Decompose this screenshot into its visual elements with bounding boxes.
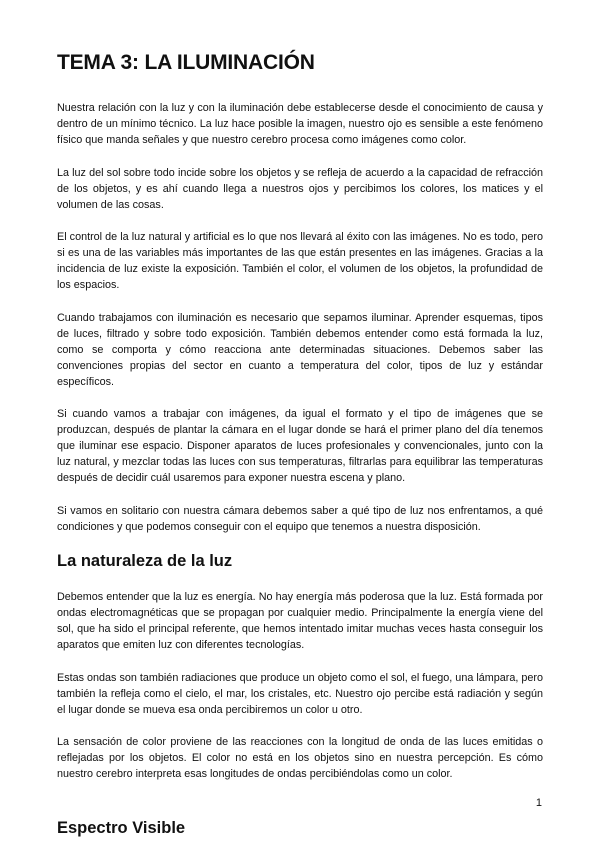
paragraph: La luz del sol sobre todo incide sobre los objetos y se refleja de acuerdo a la capacidad de refracción de los objetos, y es ahí cuando llega a nuestros ojos y percibimos los colores, los matices y el volumen de las cosas.: [57, 166, 543, 211]
paragraph: Cuando trabajamos con iluminación es necesario que sepamos iluminar. Aprender esquemas, tipos de luces, filtrado y sobre todo exposición. También debemos entender como está formada la luz, como se comporta y cómo reacciona ante determinadas situaciones. Debemos saber las convenciones propias del sector en cuanto a temperatura del color, tipos de luz y estándar específicos.: [57, 311, 543, 388]
paragraph: Debemos entender que la luz es energía. No hay energía más poderosa que la luz. Está formada por ondas electromagnéticas que se propagan por cualquier medio. Principalmente la energía viene del sol, que ha sido el principal referente, que hemos intentado imitar muchas veces hasta conseguir los aparatos que emiten luz con diferentes tecnologías.: [57, 591, 543, 651]
paragraph: Si vamos en solitario con nuestra cámara debemos saber a qué tipo de luz nos enfrentamos, a qué condiciones y que podemos conseguir con el equipo que tenemos a nuestra disposición.: [57, 504, 543, 533]
document-page: [57, 50, 543, 856]
paragraph: El control de la luz natural y artificial es lo que nos llevará al éxito con las imágenes. No es todo, pero si es una de las variables más importantes de las que están presentes en las imágenes. Gracias a la incidencia de luz existe la exposición. También el color, el volumen de los objetos, la profundidad de los espacios.: [57, 231, 543, 291]
section-heading-espectro: Espectro Visible: [57, 819, 186, 837]
paragraph: Si cuando vamos a trabajar con imágenes, da igual el formato y el tipo de imágenes que se produzcan, después de plantar la cámara en el lugar donde se hará el primer plano del día tenemos que iluminar ese espacio. Disponer aparatos de luces profesionales y convencionales, junto con la luz natural, y mezclar todas las luces con sus temperaturas, filtrarlas para equilibrar las temperaturas después de decidir cuál usaremos para exponer nuestra escena y plano.: [57, 408, 543, 484]
paragraph: Nuestra relación con la luz y con la iluminación debe establecerse desde el conocimiento de causa y dentro de un mínimo técnico. La luz hace posible la imagen, nuestro ojo es sensible a este fenómeno físico que manda señales y que nuestro cerebro procesa como imágenes como color.: [57, 102, 543, 146]
section-heading-naturaleza: La naturaleza de la luz: [57, 552, 233, 570]
paragraph: La sensación de color proviene de las reacciones con la longitud de onda de las luces emitidas o reflejadas por los objetos. El color no está en los objetos sino en nuestra percepción. Es cómo nuestro cerebro interpreta esas longitudes de ondas percibiéndolas como un color.: [57, 736, 543, 780]
document-title: TEMA 3: LA ILUMINACIÓN: [57, 51, 315, 74]
page-number: 1: [535, 797, 542, 809]
paragraph: Estas ondas son también radiaciones que produce un objeto como el sol, el fuego, una lámpara, pero también la refleja como el cielo, el mar, los cristales, etc. Nuestro ojo percibe está radiación y según el lugar donde se mueva esa onda percibiremos un color u otro.: [57, 671, 543, 716]
